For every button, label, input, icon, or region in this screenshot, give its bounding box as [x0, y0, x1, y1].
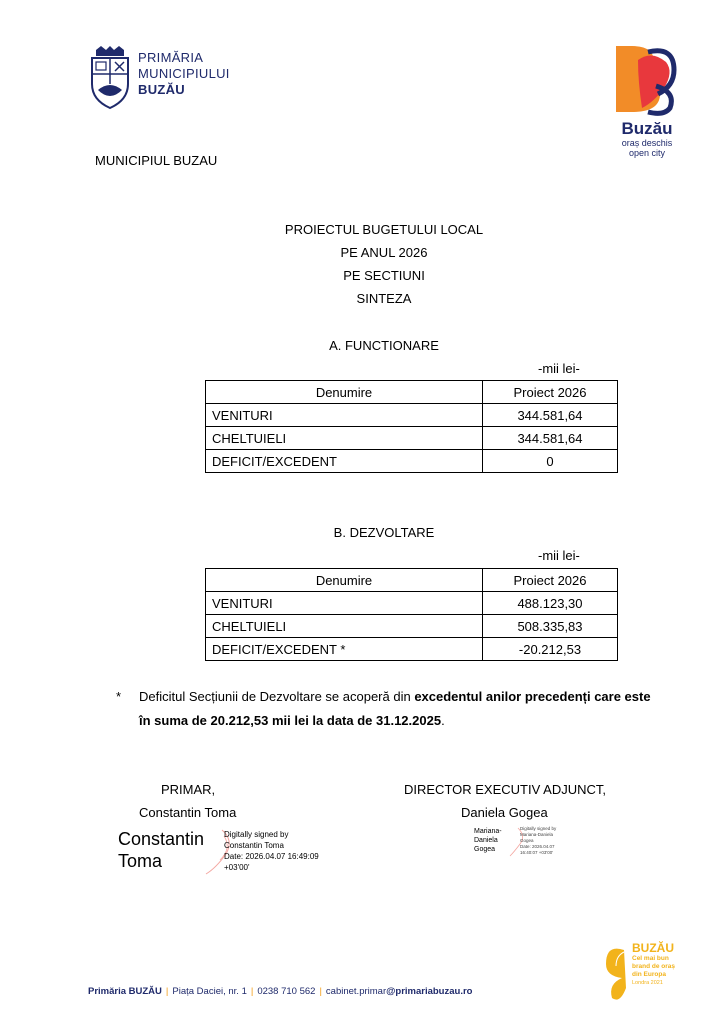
doc-title-line3: PE SECTIUNI — [343, 268, 425, 283]
table-row — [206, 404, 618, 427]
row-name: DEFICIT/EXCEDENT * — [206, 638, 483, 661]
row-name: VENITURI — [206, 404, 483, 427]
right-signatory-role: DIRECTOR EXECUTIV ADJUNCT, — [404, 782, 607, 797]
row-value: 508.335,83 — [483, 615, 618, 638]
row-value: 488.123,30 — [483, 592, 618, 615]
section-a-heading: A. FUNCTIONARE — [329, 338, 439, 353]
row-value: 344.581,64 — [483, 404, 618, 427]
municipality-label: MUNICIPIUL BUZAU — [95, 153, 218, 168]
table-header-row — [206, 381, 618, 404]
sig-detail-1: Digitally signed by — [520, 826, 557, 831]
row-name: CHELTUIELI — [206, 615, 483, 638]
table-row — [206, 427, 618, 450]
footer — [88, 986, 472, 997]
row-value: -20.212,53 — [483, 638, 618, 661]
right-digital-signature — [474, 826, 584, 860]
sig-detail-1: Digitally signed by — [224, 830, 289, 839]
section-b-unit: -mii lei- — [538, 548, 580, 563]
logo-line2: MUNICIPIULUI — [138, 66, 230, 81]
col-header-denumire: Denumire — [206, 381, 483, 404]
logo-line1: PRIMĂRIA — [138, 50, 204, 65]
footnote-text: Deficitul Secțiunii de Dezvoltare se acoperă din — [139, 689, 415, 704]
coat-of-arms-icon — [88, 44, 132, 110]
brand-tagline-en: open city — [628, 148, 666, 158]
footer-email-domain[interactable]: @primariabuzau.ro — [386, 986, 473, 997]
col-header-denumire: Denumire — [206, 569, 483, 592]
award-line1: Cel mai bun — [632, 955, 669, 962]
sig-name-line2: Toma — [118, 851, 163, 871]
sig-detail-3: Gogea — [520, 838, 534, 843]
row-value: 344.581,64 — [483, 427, 618, 450]
section-b-heading: B. DEZVOLTARE — [333, 525, 435, 540]
footer-org: Primăria BUZĂU — [88, 986, 162, 997]
col-header-proiect: Proiect 2026 — [483, 381, 618, 404]
footnote-star: * — [116, 689, 122, 704]
sig-detail-2: Constantin Toma — [224, 841, 284, 850]
sig-detail-3: Date: 2026.04.07 16:49:09 — [224, 852, 319, 861]
doc-title-line4: SINTEZA — [356, 291, 412, 306]
table-header-row — [206, 569, 618, 592]
section-a-table — [205, 380, 618, 473]
doc-title-line2: PE ANUL 2026 — [340, 245, 428, 260]
logo-line3: BUZĂU — [138, 82, 185, 97]
footer-separator: | — [165, 986, 169, 997]
award-badge — [600, 940, 692, 1010]
buzau-brand-logo — [608, 42, 680, 160]
footnote-bold-1: excedentul anilor precedenți care este — [414, 689, 651, 704]
row-name: CHELTUIELI — [206, 427, 483, 450]
brand-tagline-ro: oraș deschis — [621, 138, 673, 148]
sig-detail-2: Mariana-Daniela — [520, 832, 554, 837]
footer-address: Piața Daciei, nr. 1 — [172, 986, 247, 997]
table-row — [206, 450, 618, 473]
footnote-end: . — [441, 713, 445, 728]
sig-name-line2: Daniela — [474, 837, 498, 844]
row-name: VENITURI — [206, 592, 483, 615]
table-row — [206, 592, 618, 615]
b-letter-icon — [608, 42, 680, 116]
section-b-table — [205, 568, 618, 661]
row-value: 0 — [483, 450, 618, 473]
primaria-logo-text — [138, 50, 230, 98]
sig-name-line1: Constantin — [118, 829, 205, 849]
award-line2: brand de oraș — [632, 963, 675, 970]
row-name: DEFICIT/EXCEDENT — [206, 450, 483, 473]
footer-email-user[interactable]: cabinet.primar — [325, 986, 387, 997]
section-a-unit: -mii lei- — [538, 361, 580, 376]
award-line3: din Europa — [632, 971, 666, 978]
doc-title-line1: PROIECTUL BUGETULUI LOCAL — [284, 222, 484, 237]
table-row — [206, 638, 618, 661]
brand-name: Buzău — [621, 119, 673, 138]
footnote-bold-2: în suma de 20.212,53 mii lei la data de 31.12.2025 — [139, 713, 442, 728]
footnote — [139, 685, 679, 733]
right-signatory-name: Daniela Gogea — [461, 805, 548, 820]
sig-detail-5: 16:40:07 +03'00' — [520, 850, 554, 855]
col-header-proiect: Proiect 2026 — [483, 569, 618, 592]
sig-name-line3: Gogea — [474, 846, 496, 853]
sig-detail-4: Date: 2026.04.07 — [520, 844, 555, 849]
left-signatory-name: Constantin Toma — [139, 805, 237, 820]
table-row — [206, 615, 618, 638]
award-title: BUZĂU — [632, 941, 674, 955]
left-digital-signature — [118, 828, 348, 878]
footer-phone: 0238 710 562 — [257, 986, 316, 997]
footer-separator: | — [319, 986, 322, 997]
sig-name-line1: Mariana- — [474, 828, 502, 835]
award-line4: Londra 2021 — [632, 980, 663, 986]
sig-detail-4: +03'00' — [224, 863, 250, 872]
footer-separator: | — [250, 986, 254, 997]
left-signatory-role: PRIMAR, — [161, 782, 216, 797]
primaria-logo — [88, 44, 238, 114]
